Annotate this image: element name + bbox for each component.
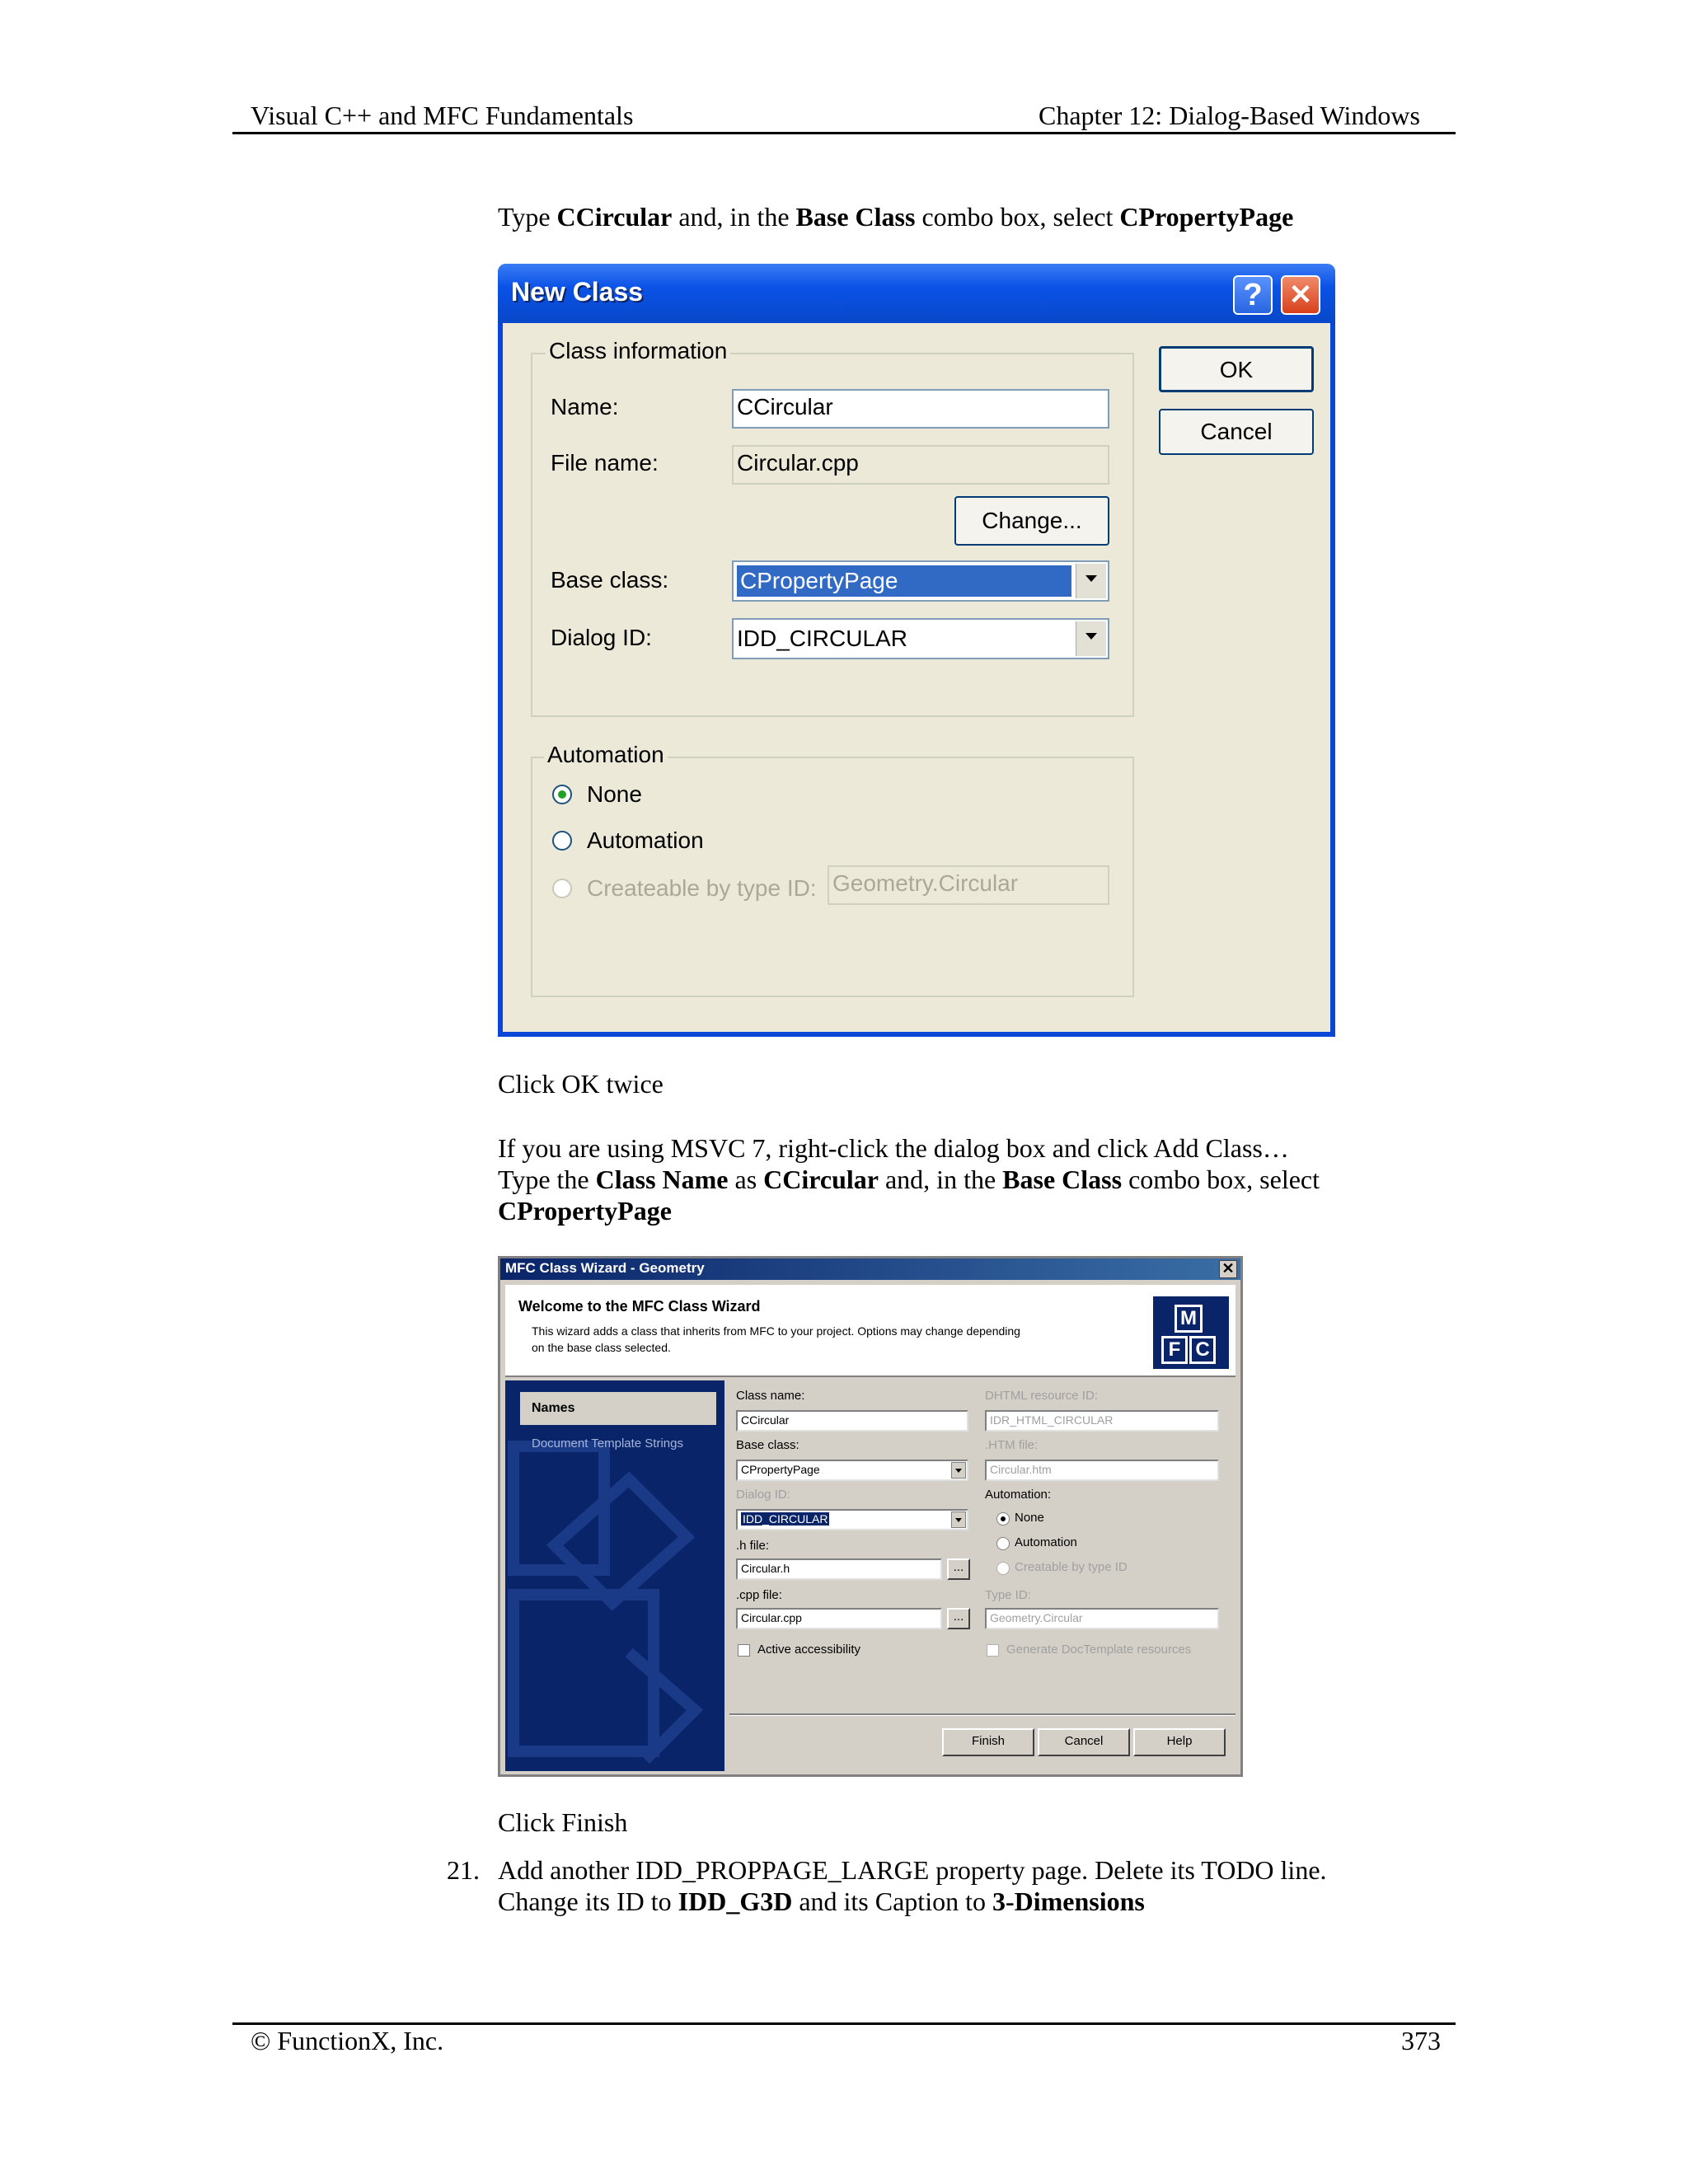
radio-automation-label[interactable]: Automation <box>1015 1535 1077 1549</box>
wizard-nav-panel <box>505 1380 724 1771</box>
class-name-input[interactable]: CCircular <box>736 1410 968 1432</box>
radio-automation-label[interactable]: Automation <box>587 827 704 853</box>
nav-doc-template-strings[interactable]: Document Template Strings <box>532 1436 683 1451</box>
instruction-2: Click OK twice <box>498 1069 663 1099</box>
header-right: Chapter 12: Dialog-Based Windows <box>1039 101 1420 130</box>
wizard-heading: Welcome to the MFC Class Wizard <box>518 1298 761 1315</box>
help-button[interactable]: Help <box>1133 1728 1226 1756</box>
cpp-file-browse-button[interactable]: ... <box>947 1608 970 1629</box>
step-21-text: Add another IDD_PROPPAGE_LARGE property page. Delete its TODO line. Change its ID to IDD_G3D and its Caption to 3-Dimensions <box>498 1855 1327 1916</box>
radio-creatable <box>996 1562 1010 1575</box>
dialog-id-label: Dialog ID: <box>551 625 652 650</box>
radio-none-label[interactable]: None <box>1015 1511 1044 1525</box>
file-name-field: Circular.cpp <box>732 445 1109 485</box>
chevron-down-icon[interactable] <box>951 1462 966 1479</box>
dhtml-field: IDR_HTML_CIRCULAR <box>985 1410 1219 1432</box>
close-icon[interactable]: ✕ <box>1219 1260 1237 1278</box>
automation-group-label: Automation <box>544 742 668 768</box>
button-divider <box>729 1713 1236 1716</box>
instruction-1: Type CCircular and, in the Base Class combo box, select CPropertyPage <box>498 202 1294 232</box>
generate-doctemplate-checkbox <box>987 1644 999 1657</box>
h-file-label: .h file: <box>736 1539 770 1553</box>
type-id-field: Geometry.Circular <box>985 1608 1219 1629</box>
dhtml-label: DHTML resource ID: <box>985 1389 1098 1403</box>
ok-button[interactable]: OK <box>1159 346 1314 392</box>
name-input[interactable]: CCircular <box>732 389 1109 429</box>
new-class-dialog <box>498 264 1335 1037</box>
cancel-button[interactable]: Cancel <box>1159 409 1314 455</box>
chevron-down-icon[interactable] <box>951 1511 966 1528</box>
active-accessibility-label[interactable]: Active accessibility <box>757 1643 861 1657</box>
radio-createable <box>552 879 572 898</box>
radio-createable-label: Createable by type ID: <box>587 875 817 901</box>
dialog-id-label: Dialog ID: <box>736 1488 790 1502</box>
active-accessibility-checkbox[interactable] <box>738 1644 750 1657</box>
createable-type-id-field: Geometry.Circular <box>828 865 1109 905</box>
radio-none-label[interactable]: None <box>587 781 642 807</box>
class-name-label: Class name: <box>736 1389 805 1403</box>
radio-automation[interactable] <box>552 831 572 851</box>
class-wizard-dialog <box>498 1256 1243 1777</box>
header-left: Visual C++ and MFC Fundamentals <box>251 101 634 130</box>
h-file-input[interactable]: Circular.h <box>736 1558 942 1580</box>
type-id-label: Type ID: <box>985 1588 1031 1602</box>
close-icon[interactable]: ✕ <box>1281 275 1320 315</box>
htm-file-label: .HTM file: <box>985 1438 1039 1452</box>
nav-names[interactable]: Names <box>520 1392 716 1425</box>
header-rule <box>232 132 1456 134</box>
base-class-label: Base class: <box>736 1438 799 1452</box>
base-class-label: Base class: <box>551 567 669 593</box>
chevron-down-icon[interactable] <box>1076 564 1106 598</box>
page-number: 373 <box>1401 2026 1441 2055</box>
cancel-button[interactable]: Cancel <box>1038 1728 1130 1756</box>
chevron-down-icon[interactable] <box>1076 621 1106 656</box>
radio-creatable-label: Creatable by type ID <box>1015 1560 1128 1574</box>
radio-automation[interactable] <box>996 1537 1010 1550</box>
footer-left: © FunctionX, Inc. <box>251 2026 444 2055</box>
title-bar[interactable] <box>498 264 1335 323</box>
name-label: Name: <box>551 394 619 419</box>
dialog-id-combo[interactable]: IDD_CIRCULAR <box>736 1509 968 1530</box>
htm-file-field: Circular.htm <box>985 1460 1219 1481</box>
wizard-desc-2: on the base class selected. <box>532 1341 671 1354</box>
dialog-body <box>503 323 1330 1032</box>
wizard-title-bar[interactable] <box>500 1258 1240 1280</box>
wizard-header <box>505 1285 1236 1377</box>
cpp-file-label: .cpp file: <box>736 1588 782 1602</box>
instruction-4: Click Finish <box>498 1807 628 1837</box>
automation-label: Automation: <box>985 1488 1052 1502</box>
file-name-label: File name: <box>551 450 659 476</box>
instruction-3: If you are using MSVC 7, right-click the dialog box and click Add Class… Type the Class Name as CCircular and, in the Base Class combo box, select CPropertyPage <box>498 1133 1320 1226</box>
wizard-desc-1: This wizard adds a class that inherits from MFC to your project. Options may change depending <box>532 1324 1020 1338</box>
step-number: 21. <box>447 1855 480 1885</box>
dialog-id-value: IDD_CIRCULAR <box>737 626 907 651</box>
footer-rule <box>232 2022 1456 2025</box>
radio-none[interactable] <box>552 785 572 804</box>
mfc-logo-icon: M F C <box>1153 1296 1229 1369</box>
help-icon[interactable]: ? <box>1233 275 1273 315</box>
wizard-title: MFC Class Wizard - Geometry <box>505 1260 705 1276</box>
generate-doctemplate-label: Generate DocTemplate resources <box>1006 1643 1192 1657</box>
dialog-title: New Class <box>511 277 644 307</box>
class-info-label: Class information <box>546 338 730 364</box>
change-button[interactable]: Change... <box>954 496 1109 546</box>
base-class-combo[interactable]: CPropertyPage <box>736 1460 968 1481</box>
base-class-combo[interactable] <box>732 560 1109 602</box>
cpp-file-input[interactable]: Circular.cpp <box>736 1608 942 1629</box>
base-class-value: CPropertyPage <box>737 565 1071 597</box>
h-file-browse-button[interactable]: ... <box>947 1558 970 1580</box>
finish-button[interactable]: Finish <box>942 1728 1034 1756</box>
dialog-id-combo[interactable] <box>732 618 1109 659</box>
radio-none[interactable] <box>996 1512 1010 1526</box>
